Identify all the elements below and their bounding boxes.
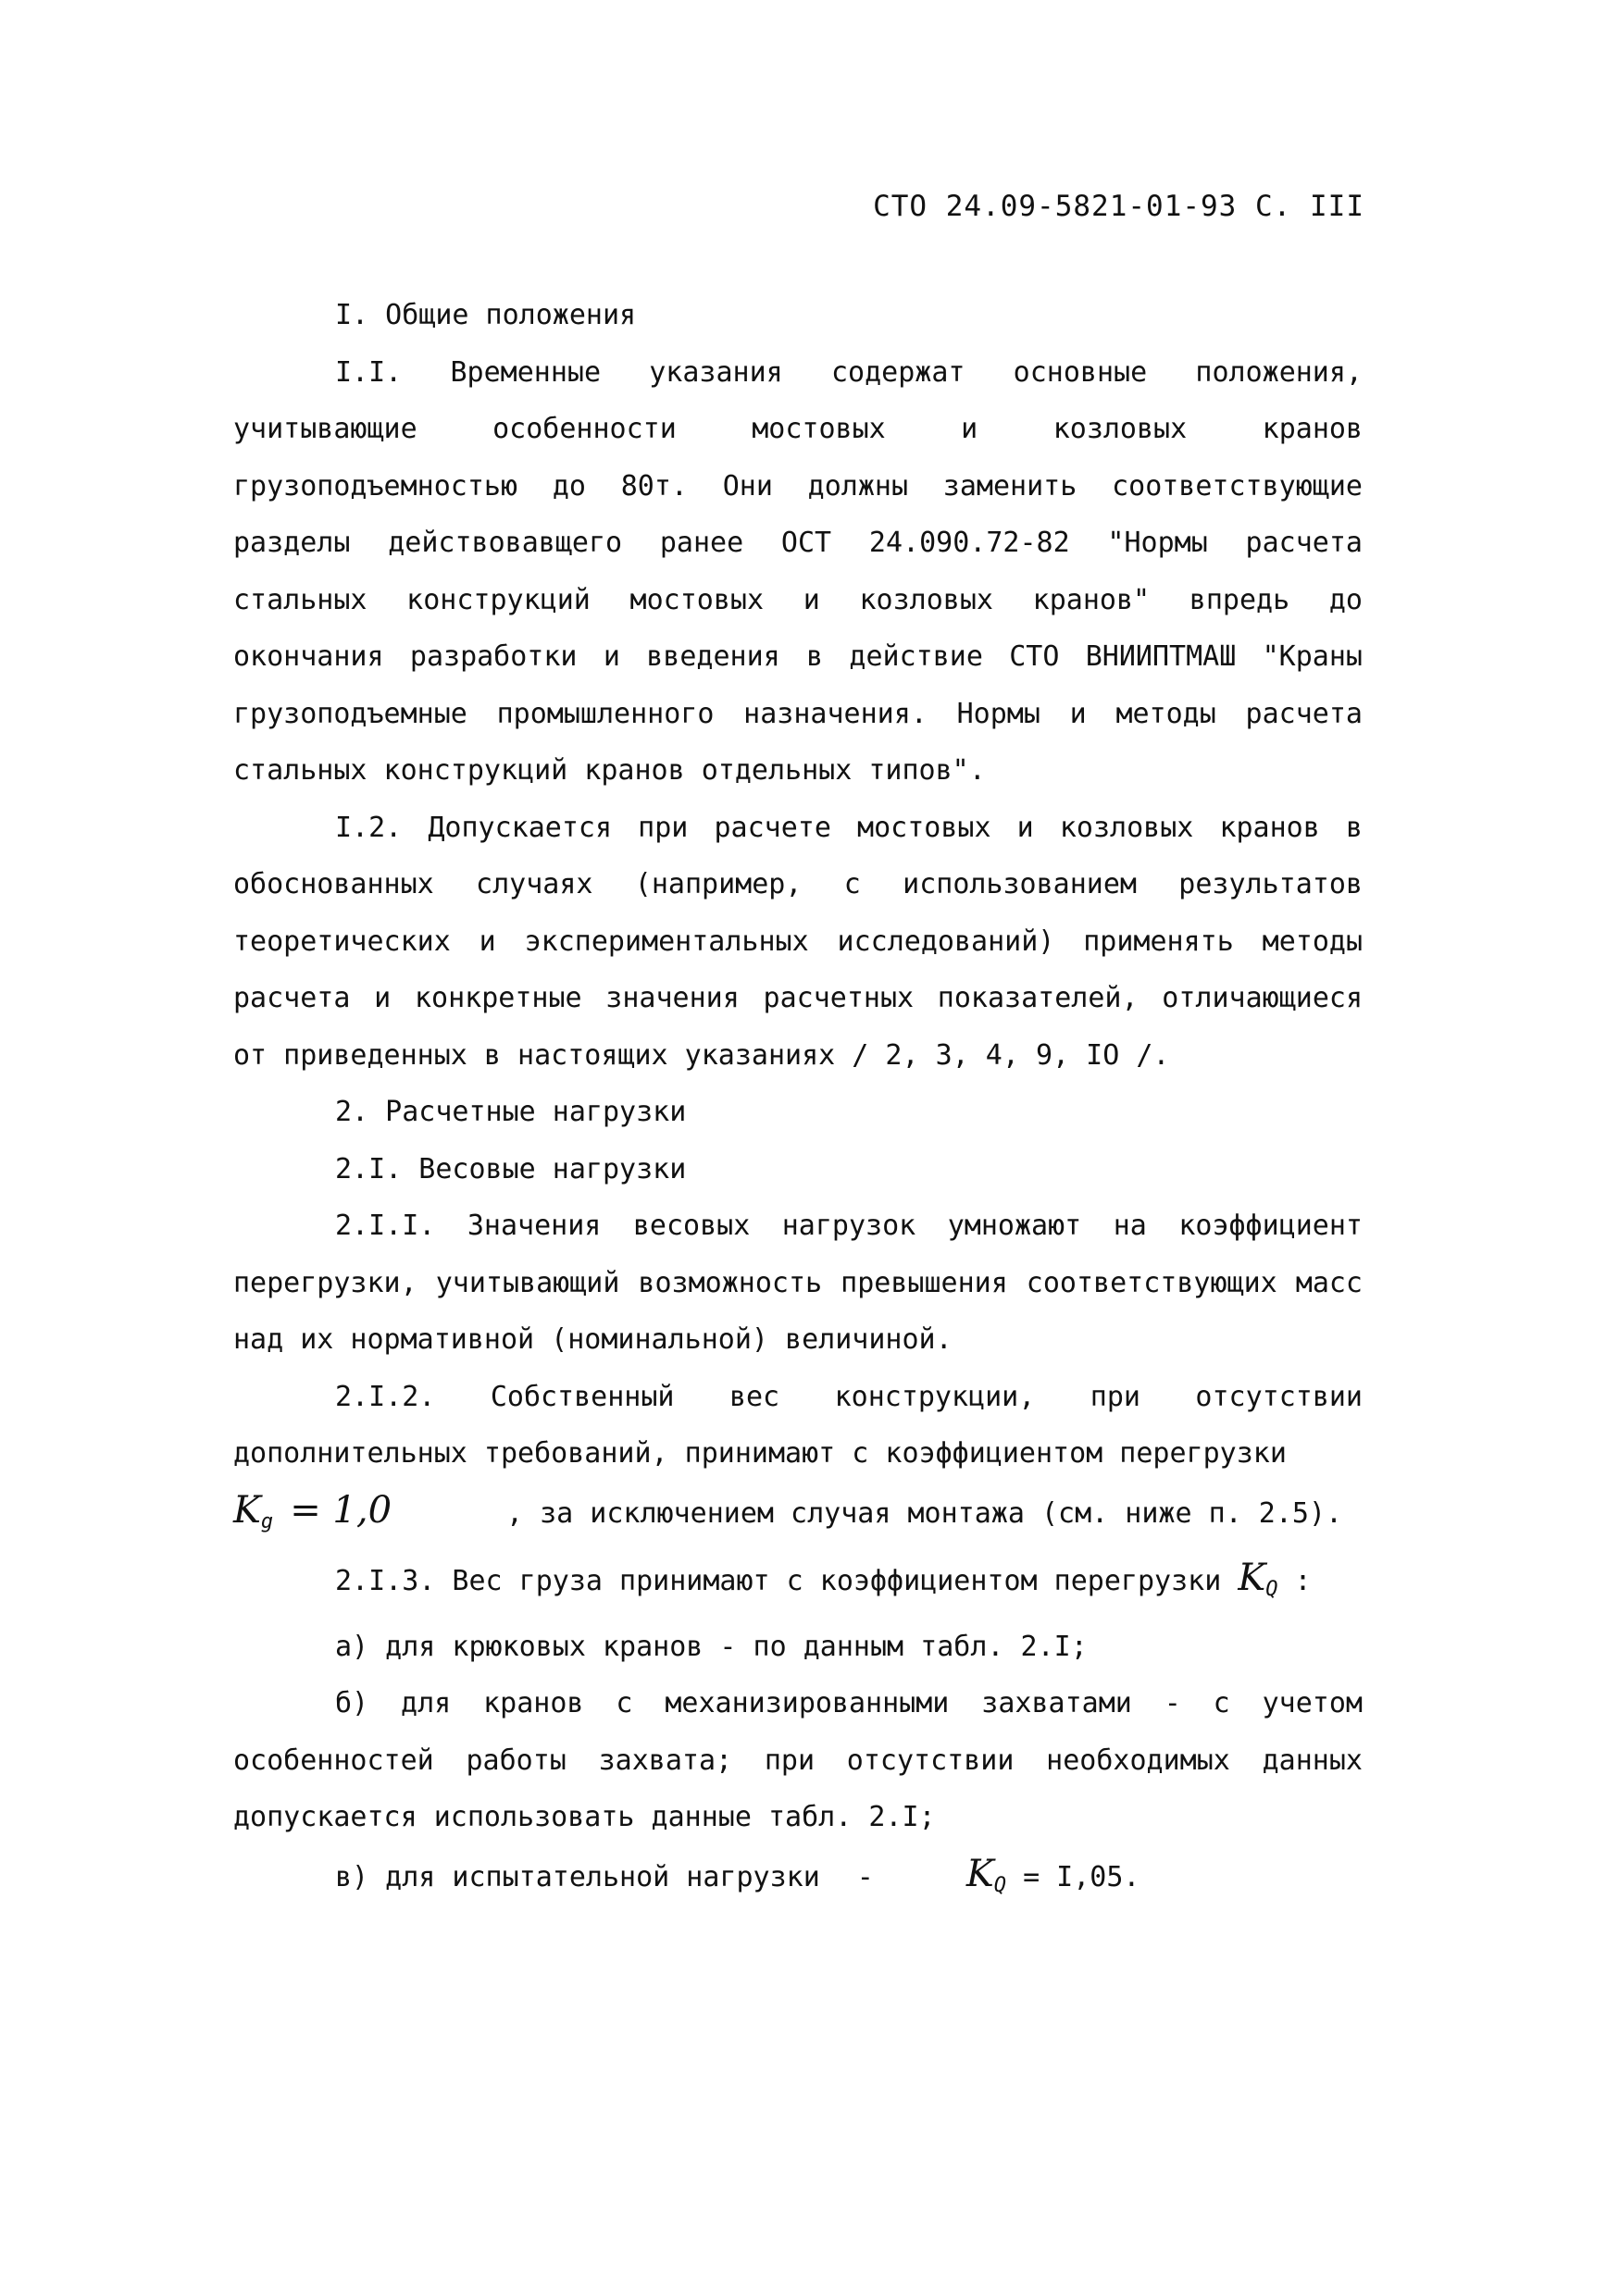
kq-symbol: K: [233, 1488, 261, 1532]
paragraph-2-1-1: 2.I.I. Значения весовых нагрузок умножают на коэффициент перегрузки, учитывающий возможность превышения соответствующих масс над их нормативной (номинальной) величиной.: [233, 1210, 1363, 1356]
paragraph-1-1: I.I. Временные указания содержат основные положения, учитывающие особенности мостовых и козловых кранов грузоподъемностью до 80т. Они должны заменить соответствующие разделы действовавщего ранее ОСТ 24.090.72-82 "Нормы расчета стальных конструкций мостовых и козловых кранов" впредь до окончания разработки и введения в действие СТО ВНИИПТМАШ "Краны грузоподъемные промышленного назначения. Нормы и методы расчета стальных конструкций кранов отдельных типов".: [233, 355, 1363, 787]
paragraph-2-1-2: 2.I.2. Собственный вес конструкции, при отсутствии дополнительных требований, принимают с коэффициентом перегрузки: [233, 1380, 1363, 1470]
list-item-v-text: в) для испытательной нагрузки: [335, 1860, 820, 1893]
kq-symbol: K: [965, 1852, 994, 1895]
section-heading-1: I. Общие положения: [335, 299, 637, 331]
kq-symbol: K: [1238, 1557, 1266, 1599]
formula-line-kg: [233, 1483, 1363, 1551]
document-body: [233, 287, 1363, 1914]
kq-value: = 1,0: [290, 1488, 392, 1532]
paragraph-2-1-3: [233, 1550, 1363, 1619]
paragraph-1-2: I.2. Допускается при расчете мостовых и козловых кранов в обоснованных случаях (например, с использованием результатов теоретических и экспериментальных исследований) применять методы расчета и конкретные значения расчетных показателей, отличающиеся от приведенных в настоящих указаниях / 2, 3, 4, 9, IO /.: [233, 811, 1363, 1072]
paragraph-2-1-3-text: 2.I.3. Вес груза принимают с коэффициентом перегрузки: [335, 1565, 1222, 1597]
kq-subscript: g: [260, 1509, 274, 1533]
formula-continuation: , за исключением случая монтажа (см. ниже п. 2.5).: [506, 1496, 1343, 1530]
list-item-v: [233, 1846, 1363, 1915]
kq-test-value: = I,05.: [1023, 1860, 1140, 1893]
colon: :: [1294, 1565, 1312, 1597]
section-heading-2: 2. Расчетные нагрузки: [335, 1096, 687, 1128]
document-header: СТО 24.09-5821-01-93 С. III: [873, 190, 1364, 223]
section-heading-2-1: 2.I. Весовые нагрузки: [335, 1152, 687, 1185]
list-item-a: а) для крюковых кранов - по данным табл. 2.I;: [335, 1630, 1088, 1663]
kg-formula: [233, 1483, 506, 1551]
dash: -: [856, 1860, 874, 1893]
kq-subscript: Q: [1265, 1578, 1278, 1601]
list-item-b: б) для кранов с механизированными захватами - с учетом особенностей работы захвата; при отсутствии необходимых данных допускается использовать данные табл. 2.I;: [233, 1687, 1363, 1833]
kq-subscript: Q: [993, 1873, 1006, 1897]
